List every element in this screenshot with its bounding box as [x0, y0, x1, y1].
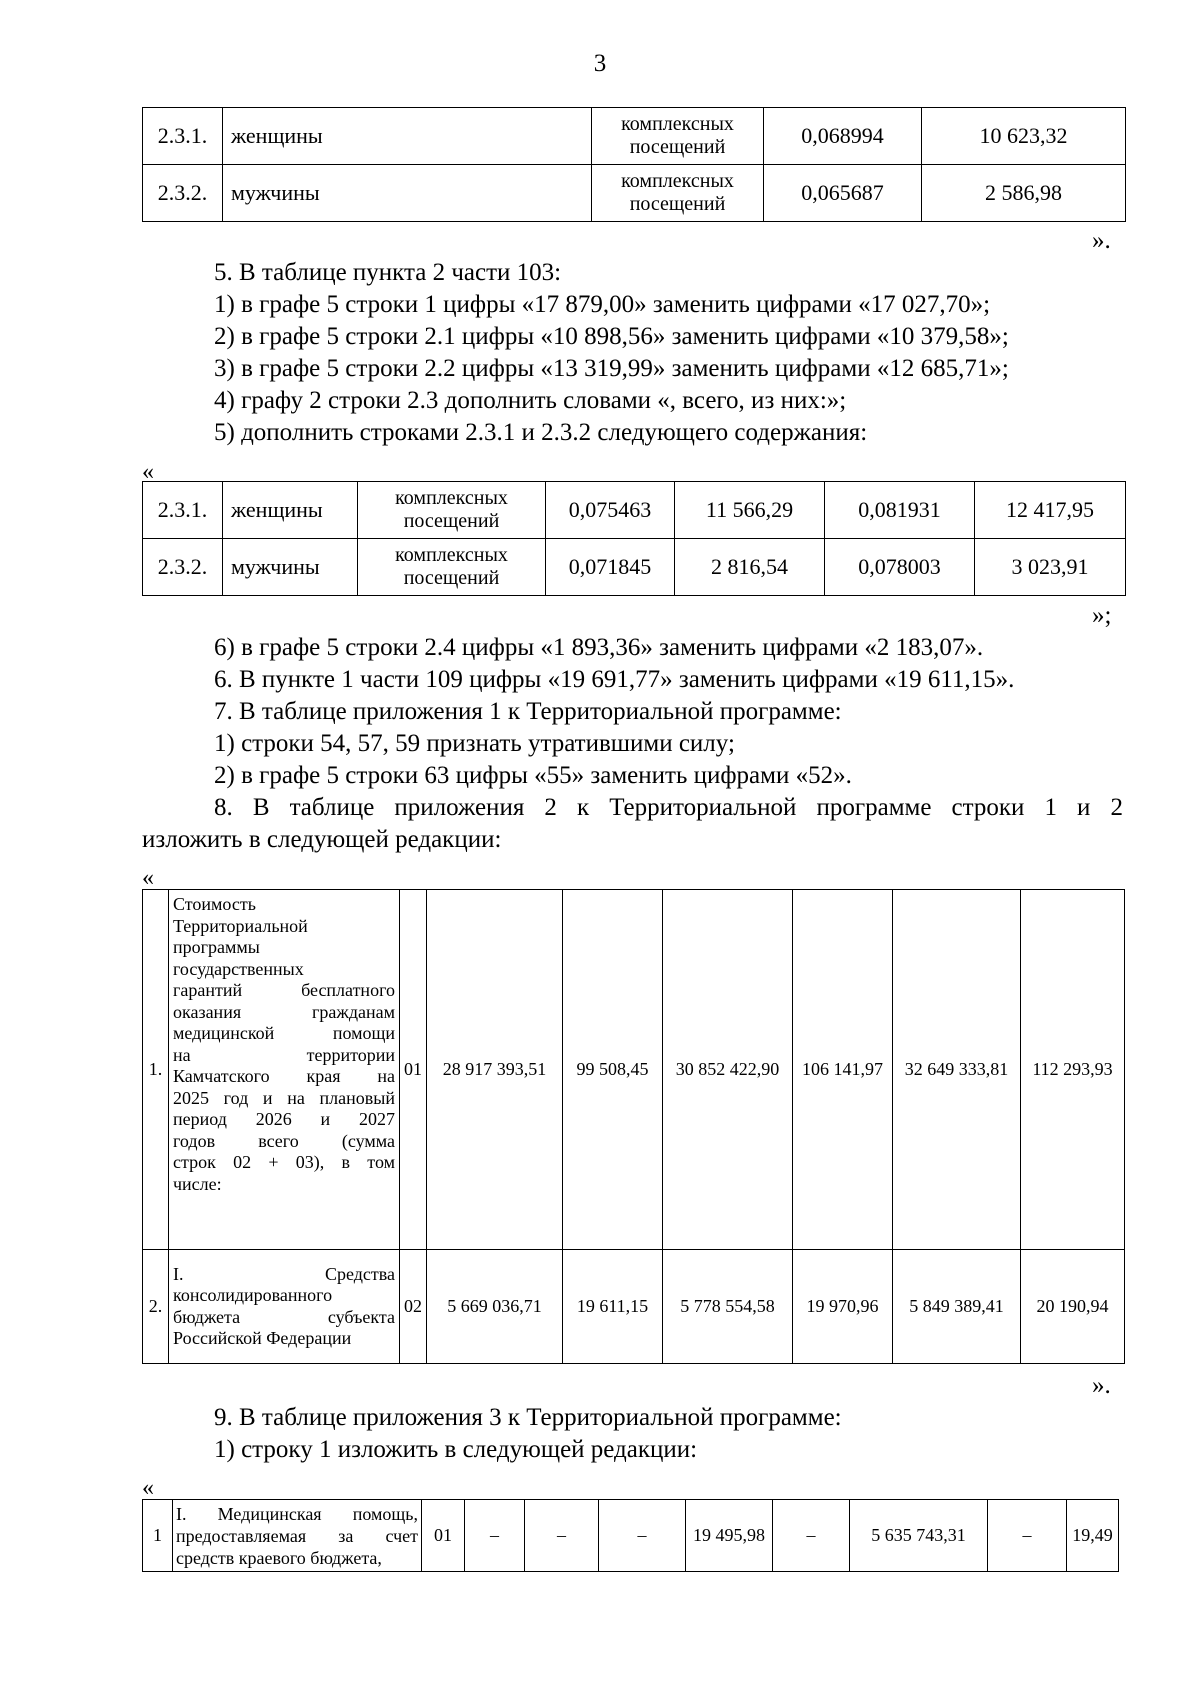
- value-cell: –: [599, 1500, 686, 1572]
- value-cell: 30 852 422,90: [663, 890, 793, 1250]
- paragraph: 2) в графе 5 строки 2.1 цифры «10 898,56» заменить цифрами «10 379,58»;: [214, 323, 1009, 350]
- unit-cell: комплексных посещений: [358, 539, 546, 596]
- value-cell: 0,075463: [546, 482, 675, 539]
- value-cell: 28 917 393,51: [427, 890, 563, 1250]
- value-cell: 99 508,45: [563, 890, 663, 1250]
- opening-quote: «: [142, 1475, 154, 1501]
- closing-quote: ».: [1092, 1372, 1111, 1399]
- name-line: консолидированного: [173, 1285, 333, 1305]
- closing-quote: ».: [1092, 227, 1111, 254]
- value-cell: 112 293,93: [1021, 890, 1125, 1250]
- name-line: бюджета субъекта: [173, 1306, 395, 1327]
- value-cell: 106 141,97: [793, 890, 893, 1250]
- value-cell: 32 649 333,81: [893, 890, 1021, 1250]
- table-b: [142, 481, 1126, 596]
- value-cell: 20 190,94: [1021, 1250, 1125, 1364]
- paragraph: 7. В таблице приложения 1 к Территориальной программе:: [214, 698, 842, 725]
- table-row: [143, 1500, 1119, 1572]
- table-c: [142, 889, 1125, 1364]
- table-row: [143, 108, 1126, 165]
- name-line: годов всего (сумма: [173, 1130, 395, 1151]
- value-cell: 19 611,15: [563, 1250, 663, 1364]
- unit-cell: комплексных посещений: [592, 108, 764, 165]
- name-line: Территориальной: [173, 915, 308, 936]
- row-number: 1: [143, 1500, 173, 1572]
- row-name: женщины: [223, 482, 358, 539]
- paragraph: 9. В таблице приложения 3 к Территориальной программе:: [214, 1404, 842, 1431]
- value-cell: 12 417,95: [975, 482, 1126, 539]
- table-row: [143, 890, 1125, 1250]
- name-line: период 2026 и 2027: [173, 1109, 395, 1129]
- row-name: мужчины: [223, 539, 358, 596]
- value-cell: 11 566,29: [675, 482, 825, 539]
- row-name: [169, 890, 400, 1250]
- table-row: [143, 482, 1126, 539]
- name-line: средств краевого бюджета,: [176, 1547, 382, 1568]
- value-cell: 5 778 554,58: [663, 1250, 793, 1364]
- table-row: [143, 165, 1126, 222]
- name-line: Стоимость: [173, 894, 256, 914]
- name-line: Российской Федерации: [173, 1328, 352, 1348]
- row-name: мужчины: [223, 165, 592, 222]
- row-name: женщины: [223, 108, 592, 165]
- value-cell: 2 586,98: [922, 165, 1126, 222]
- name-line: строк 02 + 03), в том: [173, 1152, 395, 1172]
- paragraph: 6. В пункте 1 части 109 цифры «19 691,77» заменить цифрами «19 611,15».: [214, 666, 1015, 693]
- paragraph: 1) строки 54, 57, 59 признать утратившими силу;: [214, 730, 735, 757]
- opening-quote: «: [142, 459, 154, 485]
- value-cell: 0,071845: [546, 539, 675, 596]
- page-number: 3: [593, 50, 607, 77]
- name-line: I. Средства: [173, 1263, 395, 1284]
- code-cell: 01: [422, 1500, 465, 1572]
- row-name: [169, 1250, 400, 1364]
- row-number: 2.3.2.: [143, 539, 223, 596]
- code-cell: 02: [400, 1250, 427, 1364]
- unit-cell: комплексных посещений: [358, 482, 546, 539]
- name-line: программы: [173, 937, 260, 957]
- value-cell: 10 623,32: [922, 108, 1126, 165]
- row-number: 2.3.2.: [143, 165, 223, 222]
- row-number: 2.3.1.: [143, 482, 223, 539]
- value-cell: 0,078003: [825, 539, 975, 596]
- name-line: медицинской помощи: [173, 1023, 395, 1043]
- name-line: I. Медицинская помощь,: [176, 1503, 418, 1524]
- value-cell: –: [465, 1500, 525, 1572]
- paragraph: 8. В таблице приложения 2 к Территориальной программе строки 1 и 2: [214, 794, 1123, 821]
- code-cell: 01: [400, 890, 427, 1250]
- paragraph: 1) в графе 5 строки 1 цифры «17 879,00» заменить цифрами «17 027,70»;: [214, 291, 991, 318]
- name-line: оказания гражданам: [173, 1001, 395, 1022]
- table-a: [142, 107, 1126, 222]
- value-cell: 0,065687: [764, 165, 922, 222]
- paragraph: 5. В таблице пункта 2 части 103:: [214, 259, 562, 286]
- row-name: [173, 1500, 422, 1572]
- value-cell: 2 816,54: [675, 539, 825, 596]
- value-cell: 0,068994: [764, 108, 922, 165]
- name-line: предоставляемая за счет: [176, 1525, 418, 1546]
- row-number: 2.3.1.: [143, 108, 223, 165]
- value-cell: –: [773, 1500, 850, 1572]
- name-line: Камчатского края на: [173, 1066, 395, 1086]
- name-line: государственных: [173, 958, 304, 979]
- paragraph: 4) графу 2 строки 2.3 дополнить словами «, всего, из них:»;: [214, 387, 847, 414]
- value-cell: –: [988, 1500, 1067, 1572]
- row-number: 2.: [143, 1250, 169, 1364]
- value-cell: 3 023,91: [975, 539, 1126, 596]
- paragraph: 6) в графе 5 строки 2.4 цифры «1 893,36» заменить цифрами «2 183,07».: [214, 634, 984, 661]
- paragraph: 2) в графе 5 строки 63 цифры «55» заменить цифрами «52».: [214, 762, 852, 789]
- table-row: [143, 1250, 1125, 1364]
- paragraph: изложить в следующей редакции:: [142, 826, 502, 853]
- opening-quote: «: [142, 865, 154, 891]
- name-line: на территории: [173, 1044, 395, 1065]
- paragraph: 3) в графе 5 строки 2.2 цифры «13 319,99» заменить цифрами «12 685,71»;: [214, 355, 1009, 382]
- paragraph: 5) дополнить строками 2.3.1 и 2.3.2 следующего содержания:: [214, 419, 868, 446]
- value-cell: 5 669 036,71: [427, 1250, 563, 1364]
- name-line: 2025 год и на плановый: [173, 1087, 395, 1108]
- name-line: гарантий бесплатного: [173, 980, 395, 1000]
- unit-cell: комплексных посещений: [592, 165, 764, 222]
- value-cell: 19 970,96: [793, 1250, 893, 1364]
- paragraph: 1) строку 1 изложить в следующей редакции:: [214, 1436, 698, 1463]
- table-d: [142, 1499, 1119, 1572]
- value-cell: 5 635 743,31: [850, 1500, 988, 1572]
- value-cell: 5 849 389,41: [893, 1250, 1021, 1364]
- value-cell: –: [525, 1500, 599, 1572]
- value-cell: 19,49: [1067, 1500, 1119, 1572]
- row-number: 1.: [143, 890, 169, 1250]
- table-row: [143, 539, 1126, 596]
- name-line: числе:: [173, 1173, 222, 1194]
- value-cell: 0,081931: [825, 482, 975, 539]
- value-cell: 19 495,98: [686, 1500, 773, 1572]
- closing-quote: »;: [1092, 602, 1112, 629]
